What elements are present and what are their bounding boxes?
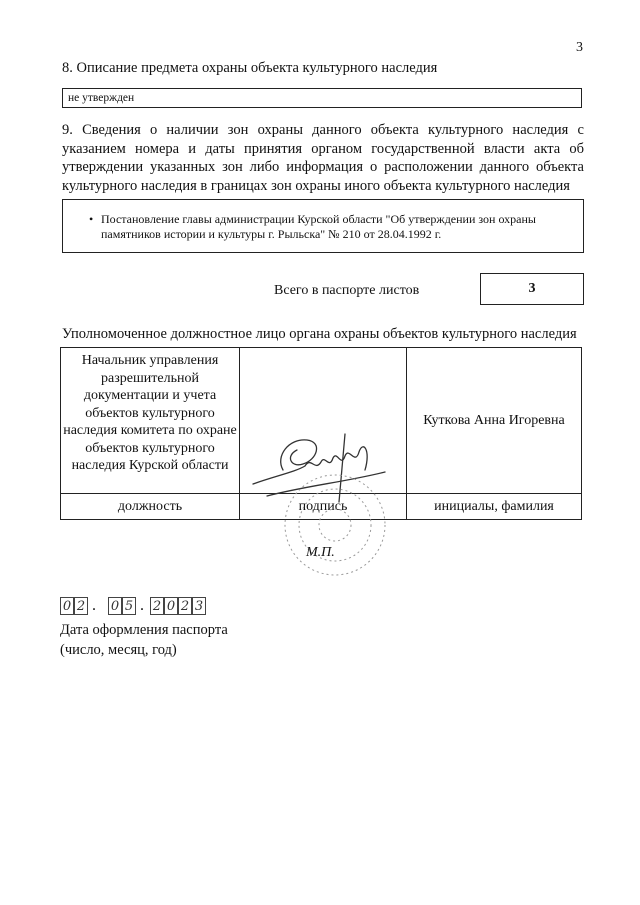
date-month-digit-2: 5 [122,597,136,615]
issue-date-label-line-1: Дата оформления паспорта [60,622,228,638]
date-year-digit-4: 3 [192,597,206,615]
official-stamp [265,470,405,580]
date-month-digit-1: 0 [108,597,122,615]
page-number: 3 [576,40,583,55]
date-year-digit-2: 0 [164,597,178,615]
official-name: Куткова Анна Игоревна [423,413,565,428]
section-9-title: 9. Сведения о наличии зон охраны данного объекта культурного наследия с указанием номера и даты принятия органом государственной власти акта об утверждении указанных зон либо информация о расположении данного объекта культурного наследия в границах зон охраны иного объекта культурного наследия [62,122,584,194]
position-caption: должность [60,493,240,520]
name-caption: инициалы, фамилия [406,493,582,520]
official-name-cell [406,347,582,494]
date-day-digit-1: 0 [60,597,74,615]
bullet-icon: • [89,212,94,226]
issue-date-label [60,620,228,660]
sheets-count-label: Всего в паспорте листов [274,283,420,298]
date-year-digit-3: 2 [178,597,192,615]
section-9-value-box [62,199,584,253]
date-separator: . [140,597,144,614]
section-8-title: 8. Описание предмета охраны объекта культурного наследия [62,60,438,76]
section-9-item-text: Постановление главы администрации Курской области "Об утверждении зон охраны памятников истории и культуры г. Рыльска" № 210 от 28.04.1992 г. [101,212,536,241]
date-day-digit-2: 2 [74,597,88,615]
date-year-digit-1: 2 [150,597,164,615]
stamp-placeholder-label: М.П. [306,545,335,560]
date-separator: . [92,597,96,614]
section-9-list-item [91,212,579,242]
signature-caption: подпись [239,493,407,520]
section-8-value-box [62,88,582,108]
authorized-official-heading: Уполномоченное должностное лицо органа охраны объектов культурного наследия [62,326,577,342]
official-position-cell [60,347,240,494]
sheets-count-value: 3 [480,273,584,305]
issue-date-label-line-2: (число, месяц, год) [60,642,177,658]
section-8-value: не утвержден [68,92,135,104]
official-position: Начальник управления разрешительной документации и учета объектов культурного наследия комитета по охране объектов культурного наследия Курской области [63,353,237,473]
